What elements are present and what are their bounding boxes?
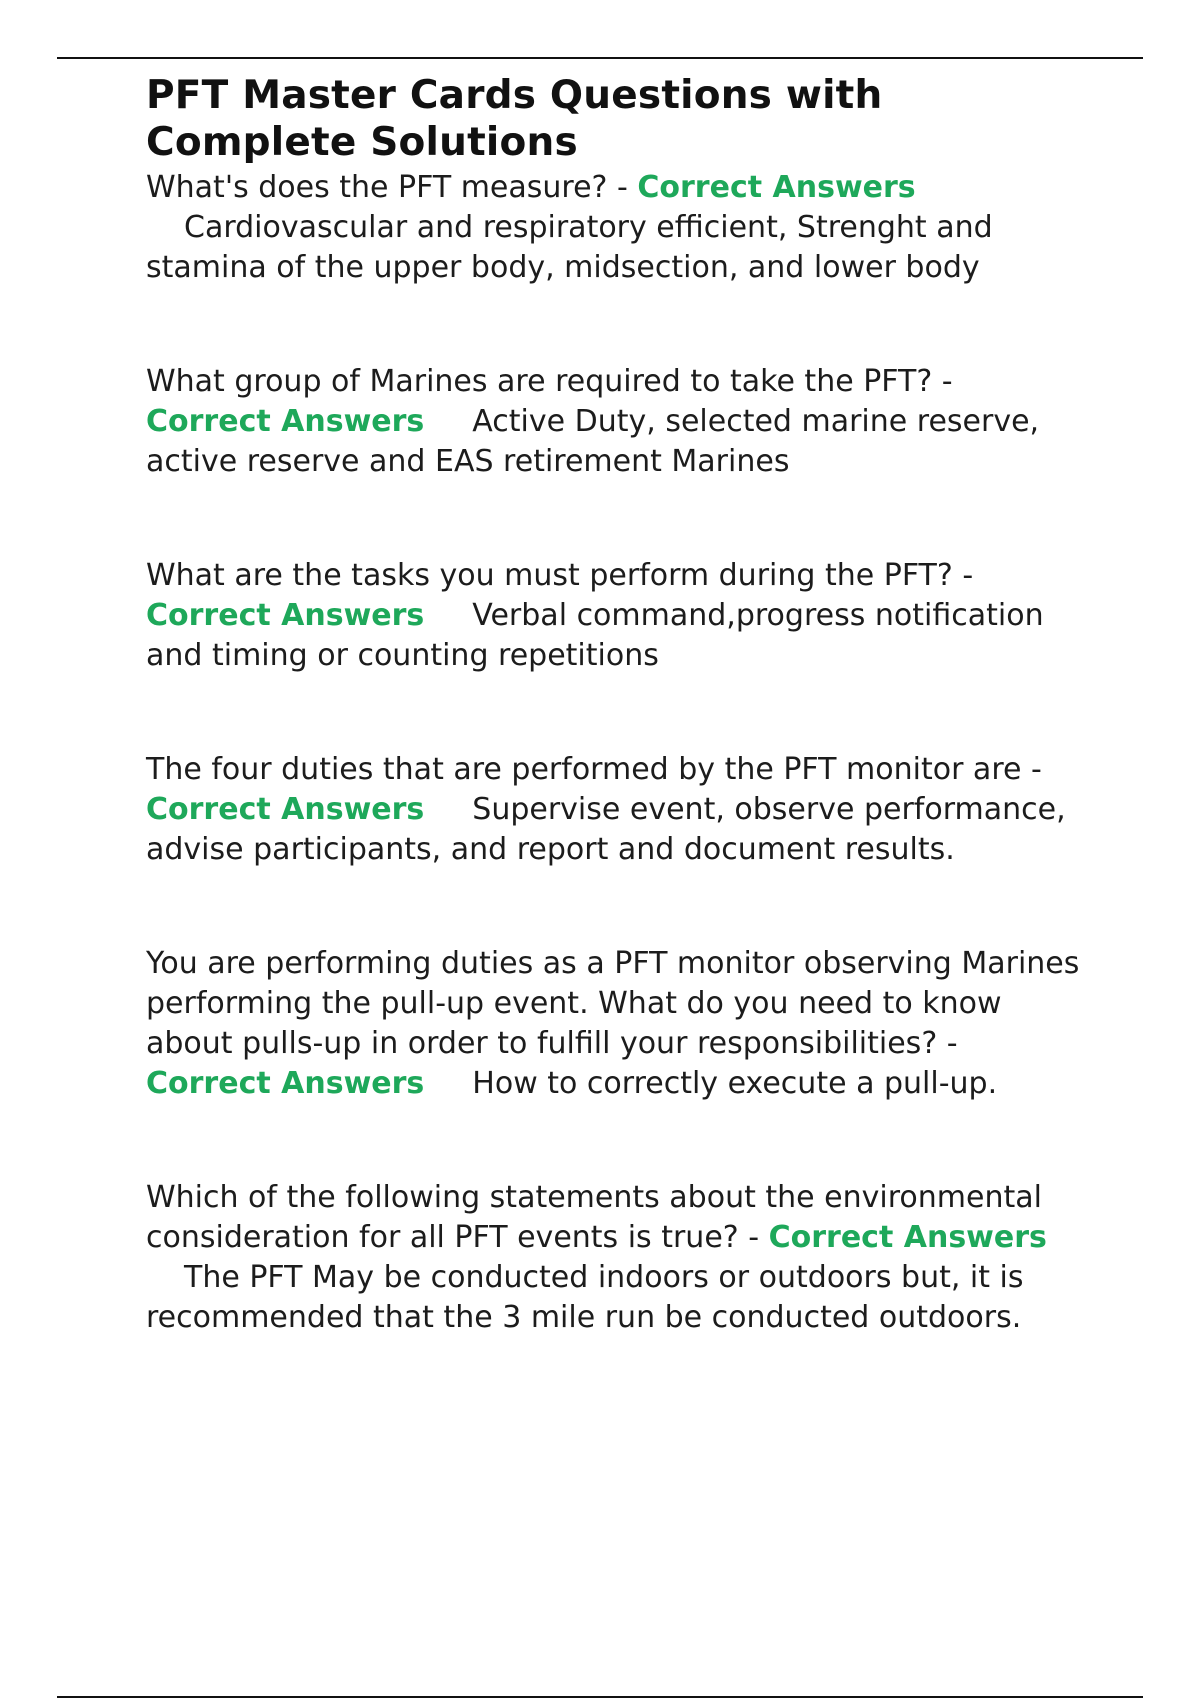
correct-answers-label: Correct Answers bbox=[146, 1066, 425, 1101]
bottom-rule bbox=[57, 1696, 1143, 1698]
question-text: The four duties that are performed by the PFT monitor are - bbox=[146, 752, 1042, 787]
question-text: What's does the PFT measure? - bbox=[146, 170, 638, 205]
answer-text: Supervise event, observe performance, advise participants, and report and document results. bbox=[146, 792, 1066, 867]
correct-answers-label: Correct Answers bbox=[146, 598, 425, 633]
qa-item bbox=[146, 362, 1096, 482]
qa-item bbox=[146, 944, 1096, 1104]
answer-text: How to correctly execute a pull-up. bbox=[472, 1066, 998, 1101]
answer-text: Cardiovascular and respiratory efficient, Strenght and stamina of the upper body, midsection, and lower body bbox=[146, 210, 993, 285]
correct-answers-label: Correct Answers bbox=[637, 170, 916, 205]
document-title: PFT Master Cards Questions with Complete Solutions bbox=[146, 73, 883, 165]
question-text: Which of the following statements about the environmental consideration for all PFT events is true? - bbox=[146, 1180, 1042, 1255]
qa-item bbox=[146, 168, 1096, 288]
answer-text: Verbal command,progress notification and timing or counting repetitions bbox=[146, 598, 1044, 673]
top-rule bbox=[57, 57, 1143, 59]
qa-item bbox=[146, 750, 1096, 870]
question-text: What are the tasks you must perform during the PFT? - bbox=[146, 558, 974, 593]
answer-text: Active Duty, selected marine reserve, active reserve and EAS retirement Marines bbox=[146, 404, 1040, 479]
question-text: You are performing duties as a PFT monitor observing Marines performing the pull-up event. What do you need to know about pulls-up in order to fulfill your responsibilities? - bbox=[146, 946, 1080, 1061]
correct-answers-label: Correct Answers bbox=[146, 792, 425, 827]
correct-answers-label: Correct Answers bbox=[146, 404, 425, 439]
answer-text: The PFT May be conducted indoors or outdoors but, it is recommended that the 3 mile run be conducted outdoors. bbox=[146, 1260, 1024, 1335]
question-text: What group of Marines are required to take the PFT? - bbox=[146, 364, 953, 399]
qa-item bbox=[146, 1178, 1096, 1338]
qa-item bbox=[146, 556, 1096, 676]
correct-answers-label: Correct Answers bbox=[768, 1220, 1047, 1255]
document-body bbox=[146, 72, 1096, 1338]
